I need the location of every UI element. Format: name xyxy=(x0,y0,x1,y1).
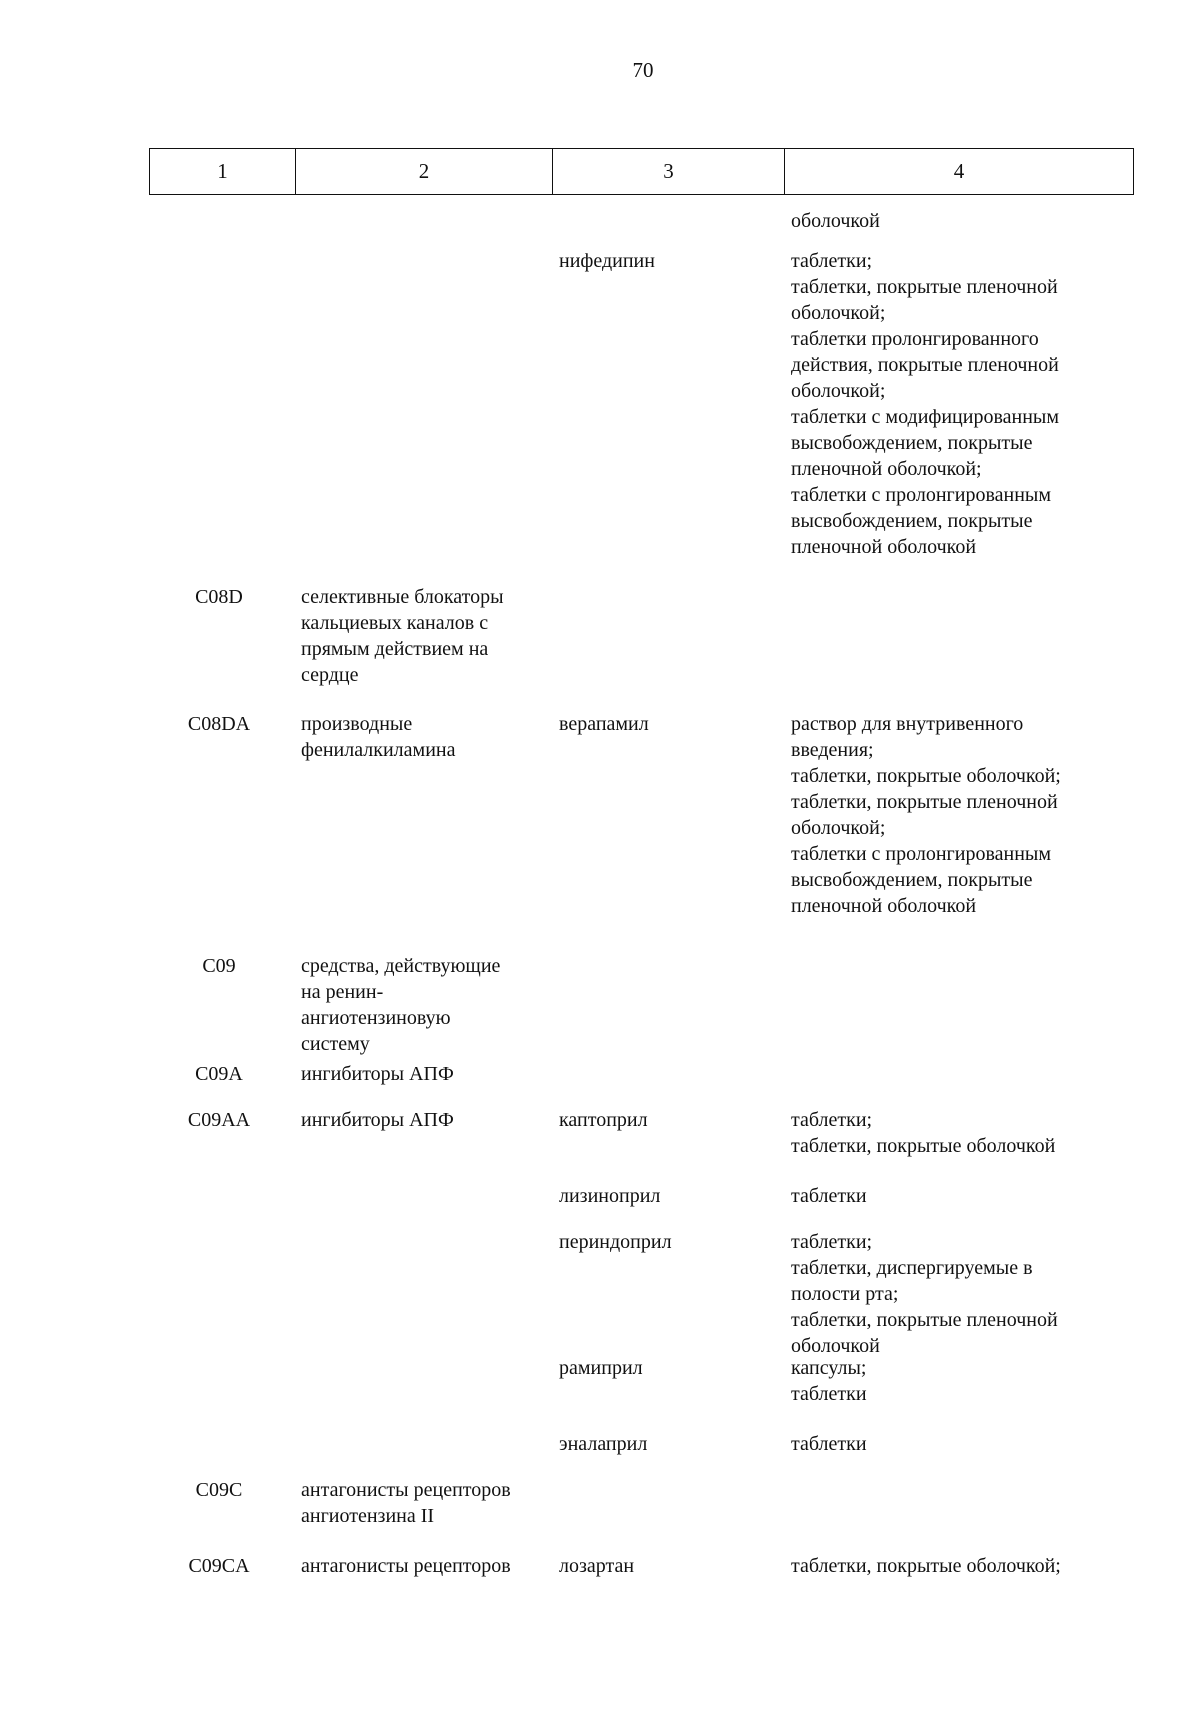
dosage-form-line: оболочкой xyxy=(791,1335,880,1357)
group-line: ангиотензиновую xyxy=(301,1007,451,1029)
dosage-form-line: таблетки, покрытые пленочной xyxy=(791,276,1058,298)
table-row xyxy=(149,1229,1134,1359)
dosage-forms xyxy=(784,1183,1134,1209)
table-row xyxy=(149,1107,1134,1159)
atc-code: C09CA xyxy=(188,1555,250,1577)
group-line: прямым действием на xyxy=(301,638,489,660)
header-col-1: 1 xyxy=(150,149,296,194)
group-line: ингибиторы АПФ xyxy=(301,1063,454,1085)
dosage-form-line: пленочной оболочкой xyxy=(791,895,977,917)
table-row xyxy=(149,1355,1134,1407)
table-row xyxy=(149,953,1134,1057)
header-col-4: 4 xyxy=(953,159,965,183)
header-col-3: 3 xyxy=(553,149,785,194)
group-line: производные xyxy=(301,713,413,735)
dosage-form-line: высвобождением, покрытые xyxy=(791,432,1033,454)
dosage-form-line: пленочной оболочкой; xyxy=(791,458,982,480)
dosage-form-line: оболочкой xyxy=(791,210,880,232)
table-header xyxy=(149,148,1134,195)
dosage-form-line: таблетки, покрытые оболочкой xyxy=(791,1135,1056,1157)
drug-name: каптоприл xyxy=(559,1109,648,1131)
anatomical-group xyxy=(295,1061,552,1087)
atc-code: C08DA xyxy=(187,713,251,735)
drug-name: нифедипин xyxy=(559,250,655,272)
dosage-form-line: таблетки, диспергируемые в xyxy=(791,1257,1033,1279)
group-line: антагонисты рецепторов xyxy=(301,1479,511,1501)
dosage-form-line: таблетки, покрытые оболочкой; xyxy=(791,1555,1061,1577)
dosage-form-line: таблетки пролонгированного xyxy=(791,328,1039,350)
group-line: селективные блокаторы xyxy=(301,586,504,608)
atc-code: C09A xyxy=(195,1063,243,1085)
atc-code: C09AA xyxy=(187,1109,251,1131)
dosage-forms xyxy=(784,1355,1134,1407)
group-line: антагонисты рецепторов xyxy=(301,1555,511,1577)
atc-code: C08D xyxy=(195,586,243,608)
table-row xyxy=(149,711,1134,919)
dosage-forms xyxy=(784,711,1134,919)
dosage-form-line: действия, покрытые пленочной xyxy=(791,354,1059,376)
anatomical-group xyxy=(295,584,552,688)
dosage-forms xyxy=(784,1229,1134,1359)
dosage-forms xyxy=(784,1553,1134,1579)
anatomical-group xyxy=(295,1477,552,1529)
drug-name: рамиприл xyxy=(559,1357,643,1379)
dosage-form-line: таблетки, покрытые пленочной xyxy=(791,1309,1058,1331)
drug-name: лозартан xyxy=(559,1555,635,1577)
dosage-forms xyxy=(784,248,1134,560)
dosage-form-line: таблетки xyxy=(791,1185,867,1207)
dosage-form-line: раствор для внутривенного xyxy=(791,713,1024,735)
dosage-form-line: таблетки с пролонгированным xyxy=(791,484,1052,506)
group-line: систему xyxy=(301,1033,370,1055)
drug-name: верапамил xyxy=(559,713,649,735)
header-col-2: 2 xyxy=(296,149,553,194)
drug-name: периндоприл xyxy=(559,1231,672,1253)
group-line: сердце xyxy=(301,664,359,686)
dosage-form-line: таблетки xyxy=(791,1383,867,1405)
group-line: кальциевых каналов с xyxy=(301,612,489,634)
table-row xyxy=(149,208,1134,234)
dosage-form-line: полости рта; xyxy=(791,1283,899,1305)
dosage-form-line: таблетки xyxy=(791,1433,867,1455)
dosage-forms xyxy=(784,208,1134,234)
dosage-form-line: оболочкой; xyxy=(791,817,886,839)
table-row xyxy=(149,1477,1134,1529)
anatomical-group xyxy=(295,953,552,1057)
table-row xyxy=(149,1431,1134,1457)
group-line: средства, действующие xyxy=(301,955,501,977)
group-line: ангиотензина II xyxy=(301,1505,435,1527)
group-line: на ренин- xyxy=(301,981,384,1003)
dosage-form-line: оболочкой; xyxy=(791,380,886,402)
dosage-form-line: введения; xyxy=(791,739,874,761)
dosage-form-line: капсулы; xyxy=(791,1357,867,1379)
page-number: 70 xyxy=(632,58,654,82)
drug-name: лизиноприл xyxy=(559,1185,661,1207)
drug-name: эналаприл xyxy=(559,1433,648,1455)
atc-code: C09 xyxy=(202,955,236,977)
dosage-forms xyxy=(784,1431,1134,1457)
anatomical-group xyxy=(295,1553,552,1579)
group-line: фенилалкиламина xyxy=(301,739,456,761)
anatomical-group xyxy=(295,1107,552,1133)
group-line: ингибиторы АПФ xyxy=(301,1109,454,1131)
table-row xyxy=(149,1553,1134,1579)
atc-code: C09C xyxy=(195,1479,243,1501)
dosage-form-line: таблетки; xyxy=(791,1109,873,1131)
table-row xyxy=(149,584,1134,688)
table-row xyxy=(149,1061,1134,1087)
dosage-form-line: таблетки, покрытые пленочной xyxy=(791,791,1058,813)
dosage-form-line: таблетки, покрытые оболочкой; xyxy=(791,765,1061,787)
dosage-form-line: оболочкой; xyxy=(791,302,886,324)
dosage-form-line: таблетки с пролонгированным xyxy=(791,843,1052,865)
dosage-form-line: таблетки; xyxy=(791,1231,873,1253)
dosage-form-line: высвобождением, покрытые xyxy=(791,869,1033,891)
table-row xyxy=(149,248,1134,560)
dosage-form-line: пленочной оболочкой xyxy=(791,536,977,558)
dosage-forms xyxy=(784,1107,1134,1159)
table-row xyxy=(149,1183,1134,1209)
dosage-form-line: таблетки; xyxy=(791,250,873,272)
dosage-form-line: таблетки с модифицированным xyxy=(791,406,1060,428)
dosage-form-line: высвобождением, покрытые xyxy=(791,510,1033,532)
anatomical-group xyxy=(295,711,552,763)
